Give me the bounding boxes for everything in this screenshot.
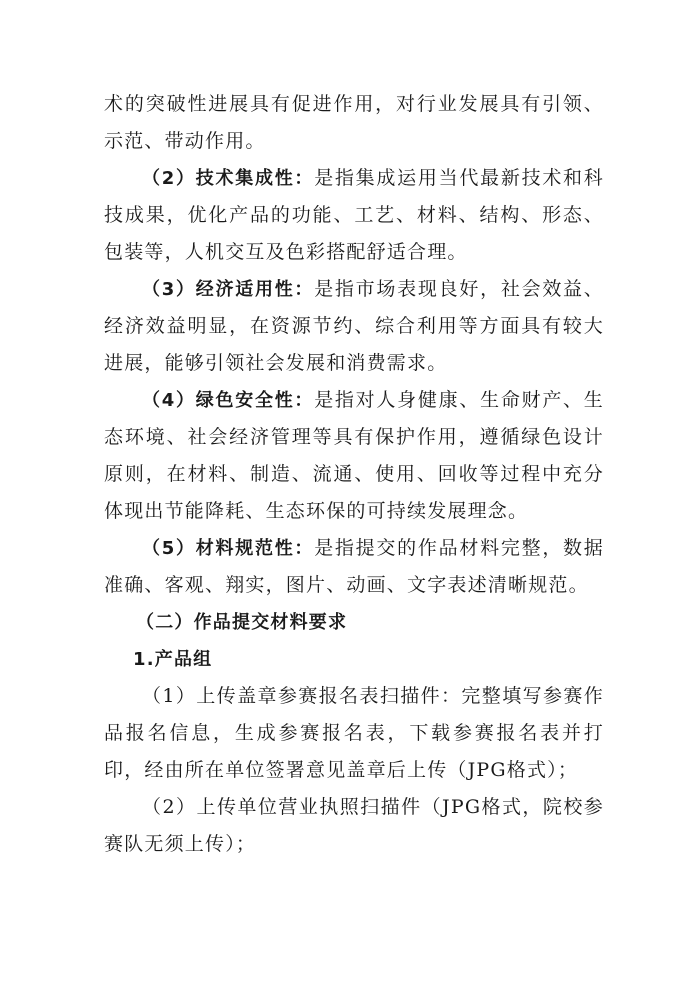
requirement-item-2: [104, 789, 604, 863]
criterion-text: 是指市场表现良好，社会效益、经济效益明显，在资源节约、综合利用等方面具有较大进展，能够引领社会发展和消费需求。: [104, 278, 604, 374]
subsection-heading: 1.产品组: [133, 649, 213, 670]
criterion-technical-integration: [104, 160, 604, 271]
section-heading: （二）作品提交材料要求: [136, 612, 348, 633]
criterion-text: 是指集成运用当代最新技术和科技成果，优化产品的功能、工艺、材料、结构、形态、包装等，人机交互及色彩搭配舒适合理。: [104, 167, 604, 263]
paragraph-text: 术的突破性进展具有促进作用，对行业发展具有引领、示范、带动作用。: [104, 93, 604, 152]
criterion-label: （4）绿色安全性：: [142, 390, 315, 411]
requirement-text: （2）上传单位营业执照扫描件（JPG格式，院校参赛队无须上传）；: [104, 796, 604, 855]
criterion-label: （2）技术集成性：: [142, 168, 315, 189]
criterion-text: 是指提交的作品材料完整，数据准确、客观、翔实，图片、动画、文字表述清晰规范。: [104, 537, 604, 596]
criterion-label: （5）材料规范性：: [142, 538, 315, 559]
criterion-material-standard: [104, 530, 604, 604]
criterion-text: 是指对人身健康、生命财产、生态环境、社会经济管理等具有保护作用，遵循绿色设计原则，在材料、制造、流通、使用、回收等过程中充分体现出节能降耗、生态环保的可持续发展理念。: [104, 389, 604, 522]
criterion-green-safety: [104, 382, 604, 530]
requirement-text: （1）上传盖章参赛报名表扫描件：完整填写参赛作品报名信息，生成参赛报名表，下载参赛报名表并打印，经由所在单位签署意见盖章后上传（JPG格式）；: [104, 685, 604, 781]
requirement-item-1: [104, 678, 604, 789]
criterion-label: （3）经济适用性：: [142, 279, 315, 300]
criterion-economic-applicability: [104, 271, 604, 382]
paragraph-continuation: [104, 86, 604, 160]
